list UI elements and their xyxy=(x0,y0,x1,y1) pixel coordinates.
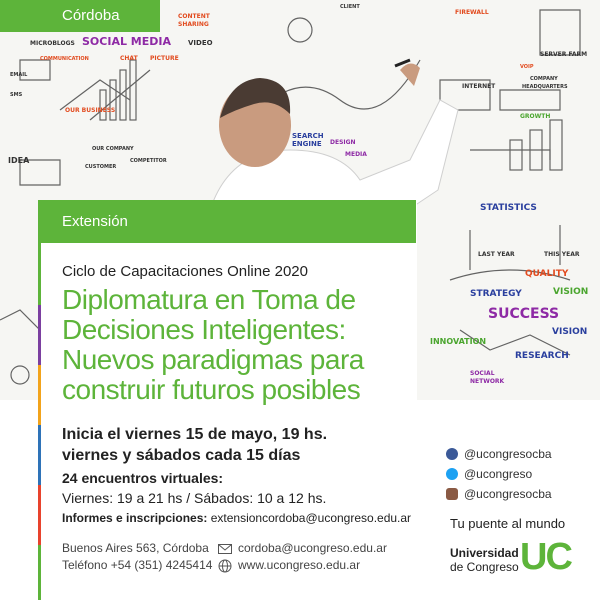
svg-text:SOCIAL: SOCIAL xyxy=(470,370,495,377)
svg-text:VOIP: VOIP xyxy=(520,64,534,70)
facebook-icon xyxy=(446,448,458,460)
twitter-handle[interactable]: @ucongreso xyxy=(464,467,533,481)
website-link[interactable]: www.ucongreso.edu.ar xyxy=(238,558,361,572)
start-line: Inicia el viernes 15 de mayo, 19 hs. xyxy=(62,426,328,443)
svg-text:FIREWALL: FIREWALL xyxy=(455,9,489,16)
social-links xyxy=(446,444,552,504)
title-line: construir futuros posibles xyxy=(62,374,361,405)
location-tag: Córdoba xyxy=(0,0,160,32)
svg-text:SMS: SMS xyxy=(10,92,23,98)
enrollment-info xyxy=(62,511,411,525)
svg-text:CHAT: CHAT xyxy=(120,55,138,62)
svg-text:VISION: VISION xyxy=(552,327,588,337)
svg-text:COMPETITOR: COMPETITOR xyxy=(130,158,167,164)
virtual-schedule: Viernes: 19 a 21 hs / Sábados: 10 a 12 hs. xyxy=(62,490,327,506)
svg-text:THIS YEAR: THIS YEAR xyxy=(544,251,580,258)
svg-text:LAST YEAR: LAST YEAR xyxy=(478,251,515,258)
svg-text:SHARING: SHARING xyxy=(178,21,209,28)
svg-text:OUR BUSINESS: OUR BUSINESS xyxy=(65,107,116,114)
course-title xyxy=(62,285,407,405)
slogan: Tu puente al mundo xyxy=(450,516,566,531)
course-subtitle: Ciclo de Capacitaciones Online 2020 xyxy=(62,263,308,280)
wb-social-media: SOCIAL MEDIA xyxy=(82,35,171,48)
section-tag: Extensión xyxy=(38,200,416,243)
phone: Teléfono +54 (351) 4245414 xyxy=(62,558,213,572)
svg-text:VIDEO: VIDEO xyxy=(188,39,213,47)
svg-text:SUCCESS: SUCCESS xyxy=(488,306,560,322)
svg-text:SERVER FARM: SERVER FARM xyxy=(540,51,588,58)
logo-name-line1: Universidad xyxy=(450,546,519,560)
svg-text:EMAIL: EMAIL xyxy=(10,72,28,78)
svg-text:COMMUNICATION: COMMUNICATION xyxy=(40,56,89,62)
svg-text:ENGINE: ENGINE xyxy=(292,140,322,148)
contact-email-link[interactable]: cordoba@ucongreso.edu.ar xyxy=(238,541,387,555)
info-email-link[interactable]: extensioncordoba@ucongreso.edu.ar xyxy=(210,511,412,525)
svg-text:SEARCH: SEARCH xyxy=(292,132,324,140)
contact-block xyxy=(218,540,387,574)
start-line: viernes y sábados cada 15 días xyxy=(62,447,301,464)
svg-text:RESEARCH: RESEARCH xyxy=(515,351,569,361)
svg-text:STRATEGY: STRATEGY xyxy=(470,289,522,299)
svg-text:INNOVATION: INNOVATION xyxy=(430,337,487,346)
university-logo xyxy=(450,536,570,576)
svg-text:HEADQUARTERS: HEADQUARTERS xyxy=(522,84,568,90)
address-block xyxy=(62,540,212,574)
facebook-handle[interactable]: @ucongresocba xyxy=(464,447,552,461)
svg-text:QUALITY: QUALITY xyxy=(525,269,569,279)
virtual-sessions xyxy=(62,468,326,508)
twitter-icon xyxy=(446,468,458,480)
title-line: Decisiones Inteligentes: xyxy=(62,314,346,345)
title-line: Diplomatura en Toma de xyxy=(62,284,356,315)
svg-text:COMPANY: COMPANY xyxy=(530,76,558,82)
svg-text:PICTURE: PICTURE xyxy=(150,55,179,62)
info-label: Informes e inscripciones: xyxy=(62,511,208,525)
svg-text:STATISTICS: STATISTICS xyxy=(480,203,537,213)
svg-text:MICROBLOGS: MICROBLOGS xyxy=(30,40,75,47)
svg-text:MEDIA: MEDIA xyxy=(345,151,367,158)
svg-text:OUR COMPANY: OUR COMPANY xyxy=(92,146,134,152)
svg-text:GROWTH: GROWTH xyxy=(520,113,551,120)
svg-text:VISION: VISION xyxy=(553,287,589,297)
logo-name-line2: de Congreso xyxy=(450,560,519,574)
svg-text:INTERNET: INTERNET xyxy=(462,83,496,90)
logo-monogram: UC xyxy=(520,536,571,578)
address: Buenos Aires 563, Córdoba xyxy=(62,541,209,555)
start-info xyxy=(62,424,327,466)
svg-text:NETWORK: NETWORK xyxy=(470,378,505,385)
virtual-title: 24 encuentros virtuales: xyxy=(62,470,224,486)
svg-text:CONTENT: CONTENT xyxy=(178,13,210,20)
svg-text:CUSTOMER: CUSTOMER xyxy=(85,164,117,170)
svg-text:IDEA: IDEA xyxy=(8,156,30,165)
instagram-handle[interactable]: @ucongresocba xyxy=(464,487,552,501)
globe-icon xyxy=(218,559,232,573)
title-line: Nuevos paradigmas para xyxy=(62,344,364,375)
svg-text:CLIENT: CLIENT xyxy=(340,4,360,10)
envelope-icon xyxy=(218,544,232,554)
instagram-icon xyxy=(446,488,458,500)
svg-text:DESIGN: DESIGN xyxy=(330,139,356,146)
